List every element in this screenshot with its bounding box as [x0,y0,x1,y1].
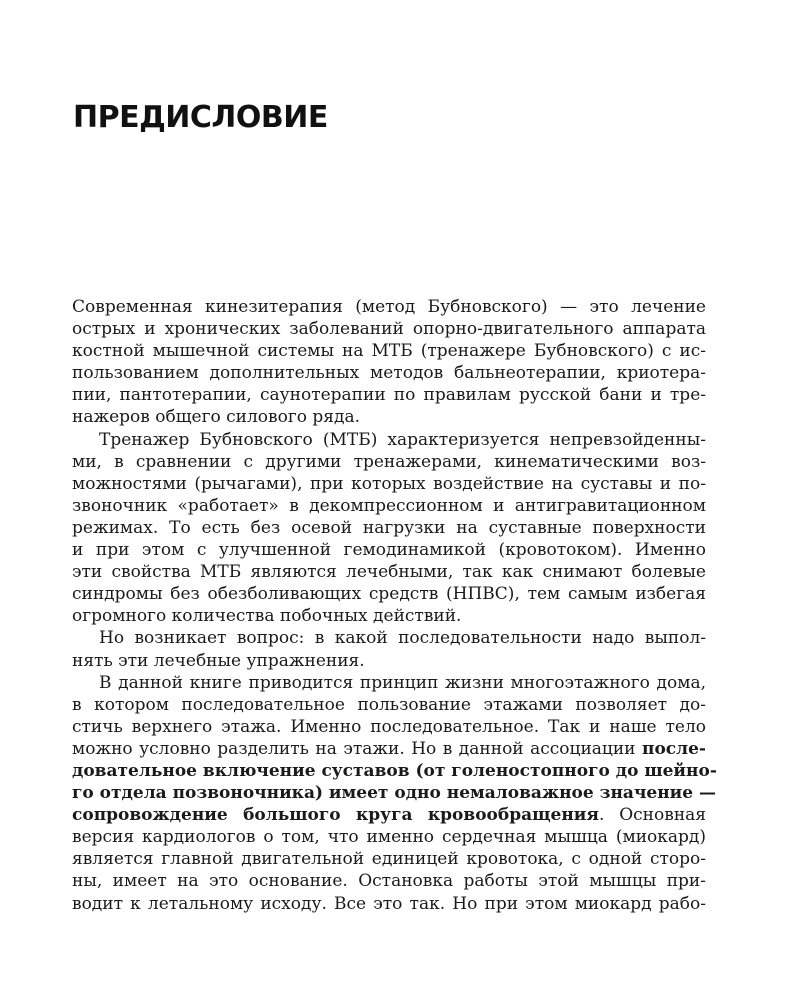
text-line: острых и хронических заболеваний опорно-двигательного аппарата [72,319,706,340]
bold-text-segment: сопровождение большого круга кровообращения [72,805,599,826]
text-line: В данной книге приводится принцип жизни многоэтажного дома, [99,672,706,693]
text-line: водит к летальному исходу. Все это так. Но при этом миокард рабо- [72,893,706,914]
text-line: стичь верхнего этажа. Именно последовательное. Так и наше тело [72,716,706,737]
text-line [72,804,706,826]
text-line: ны, имеет на это основание. Остановка работы этой мышцы при- [72,871,706,892]
text-line: синдромы без обезболивающих средств (НПВС), тем самым избегая [72,584,706,605]
text-line: в котором последовательное пользование этажами позволяет до- [72,694,706,715]
text-line: нажеров общего силового ряда. [72,407,360,428]
text-segment: можно условно разделить на этажи. Но в данной ассоциации [72,738,642,759]
text-line: и при этом с улучшенной гемодинамикой (кровотоком). Именно [72,540,706,561]
bold-text-segment: довательное включение суставов (от голеностопного до шейно- [72,760,717,781]
text-line: эти свойства МТБ являются лечебными, так как снимают болевые [72,562,706,583]
text-line: костной мышечной системы на МТБ (тренажере Бубновского) с ис- [72,341,706,362]
text-line: огромного количества побочных действий. [72,606,462,627]
text-line: является главной двигательной единицей кровотока, с одной сторо- [72,849,706,870]
text-line: нять эти лечебные упражнения. [72,650,365,671]
text-line: ми, в сравнении с другими тренажерами, кинематическими воз- [72,451,706,472]
text-line: можностями (рычагами), при которых воздействие на суставы и по- [72,473,706,494]
bold-text-segment: после- [642,738,706,759]
text-line: режимах. То есть без осевой нагрузки на суставные поверхности [72,517,706,538]
text-line: Но возникает вопрос: в какой последовательности надо выпол- [99,628,706,649]
text-line: Тренажер Бубновского (МТБ) характеризуется непревзойденны- [99,429,706,450]
text-line: версия кардиологов о том, что именно сердечная мышца (миокард) [72,827,706,848]
body-text [72,296,717,915]
text-line: пии, пантотерапии, саунотерапии по правилам русской бани и тре- [72,385,706,406]
text-segment: . Основная [598,805,707,826]
text-line: звоночник «работает» в декомпрессионном и антигравитационном [72,495,706,516]
text-line [72,738,706,760]
bold-text-segment: го отдела позвоночника) имеет одно немаловажное значение — [72,783,716,804]
chapter-heading: ПРЕДИСЛОВИЕ [73,100,328,135]
text-line: Современная кинезитерапия (метод Бубновского) — это лечение [72,297,706,317]
text-line: пользованием дополнительных методов бальнеотерапии, криотера- [72,363,706,384]
text-line [72,782,716,804]
text-line [72,760,717,782]
